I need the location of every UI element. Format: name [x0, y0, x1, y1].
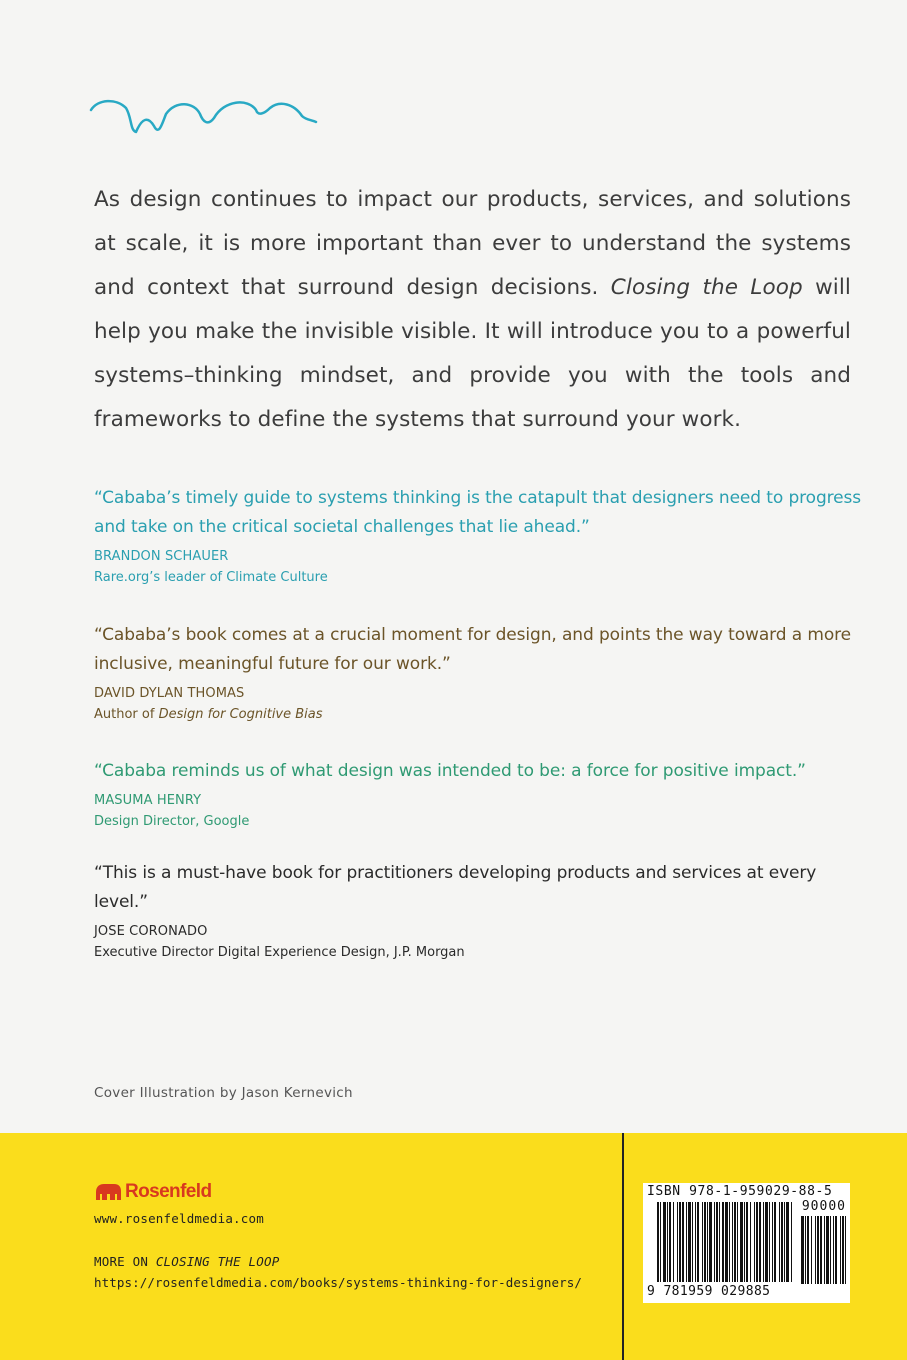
testimonial-author: BRANDON SCHAUER: [94, 549, 229, 564]
testimonial-quote: “Cababa’s book comes at a crucial moment for design, and points the way toward a more inclusive, meaningful future for our work.”: [94, 625, 851, 674]
barcode-digits: 9 781959 029885: [647, 1284, 771, 1299]
elephant-icon: [94, 1183, 122, 1201]
testimonial-role: Rare.org’s leader of Climate Culture: [94, 570, 328, 585]
cover-credit: Cover Illustration by Jason Kernevich: [94, 1085, 353, 1101]
book-title: Closing the Loop: [610, 275, 803, 300]
testimonial-author: JOSE CORONADO: [94, 924, 208, 939]
price-code: 90000: [801, 1199, 846, 1214]
footer-divider: [622, 1133, 624, 1360]
testimonial-author: MASUMA HENRY: [94, 793, 202, 808]
isbn-number: ISBN 978-1-959029-88-5: [647, 1184, 833, 1199]
book-description: As design continues to impact our products, services, and solutions at scale, it is more important than ever to understand the systems and context that surround design decisions. Closing the Loop will help you make the invisible visible. It will introduce you to a powerful systems–thinking mindset, and provide you with the tools and frameworks to define the systems that surround your work.: [94, 187, 851, 432]
testimonial-author: DAVID DYLAN THOMAS: [94, 686, 245, 701]
cloud-line-illustration: [88, 96, 320, 138]
testimonial: [94, 484, 864, 589]
publisher-name: Rosenfeld: [125, 1181, 212, 1202]
testimonial-role: Executive Director Digital Experience Design, J.P. Morgan: [94, 945, 465, 960]
testimonial: [94, 757, 864, 833]
testimonial-quote: “Cababa’s timely guide to systems thinking is the catapult that designers need to progress and take on the critical societal challenges that lie ahead.”: [94, 488, 862, 537]
more-on-label: MORE ON CLOSING THE LOOP: [94, 1254, 280, 1269]
testimonial-role: Design Director, Google: [94, 814, 250, 829]
testimonial-quote: “Cababa reminds us of what design was intended to be: a force for positive impact.”: [94, 761, 806, 781]
publisher-website[interactable]: www.rosenfeldmedia.com: [94, 1211, 264, 1226]
isbn-barcode: [643, 1183, 850, 1303]
footer-band: [0, 1133, 907, 1360]
testimonial: [94, 859, 864, 964]
testimonial-role: Author of Design for Cognitive Bias: [94, 707, 323, 722]
book-url[interactable]: https://rosenfeldmedia.com/books/systems-thinking-for-designers/: [94, 1275, 583, 1290]
testimonial-quote: “This is a must-have book for practitioners developing products and services at every level.”: [94, 863, 817, 912]
testimonial: [94, 621, 864, 726]
publisher-logo: [94, 1181, 211, 1203]
